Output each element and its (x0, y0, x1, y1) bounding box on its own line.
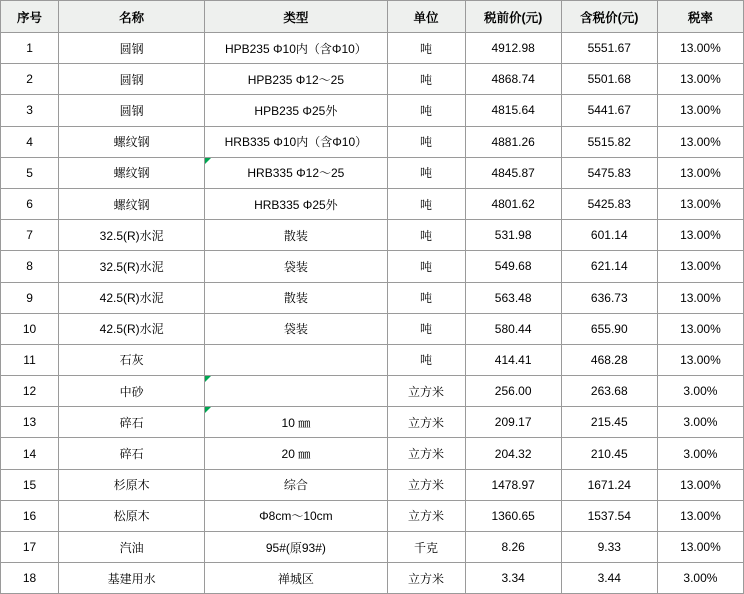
cell-taxincl: 9.33 (561, 532, 657, 563)
cell-pretax: 4845.87 (465, 157, 561, 188)
cell-type: 20 ㎜ (205, 438, 387, 469)
column-header-index: 序号 (1, 1, 59, 33)
cell-index: 15 (1, 469, 59, 500)
cell-taxincl: 601.14 (561, 220, 657, 251)
cell-taxincl: 5425.83 (561, 188, 657, 219)
table-row (1, 188, 744, 219)
cell-name: 32.5(R)水泥 (59, 220, 205, 251)
table-row (1, 376, 744, 407)
cell-type: 散装 (205, 282, 387, 313)
cell-unit: 吨 (387, 188, 465, 219)
cell-taxrate: 13.00% (657, 313, 743, 344)
cell-pretax: 549.68 (465, 251, 561, 282)
cell-pretax: 4912.98 (465, 33, 561, 64)
column-header-pretax: 税前价(元) (465, 1, 561, 33)
table-row (1, 563, 744, 594)
table-row (1, 313, 744, 344)
column-header-type: 类型 (205, 1, 387, 33)
cell-taxrate: 13.00% (657, 33, 743, 64)
cell-unit: 立方米 (387, 407, 465, 438)
table-header (1, 1, 744, 33)
cell-taxrate: 13.00% (657, 188, 743, 219)
table-header-row (1, 1, 744, 33)
cell-taxincl: 5501.68 (561, 64, 657, 95)
cell-taxincl: 655.90 (561, 313, 657, 344)
cell-name: 42.5(R)水泥 (59, 313, 205, 344)
table-row (1, 126, 744, 157)
table-row (1, 33, 744, 64)
cell-type: 袋装 (205, 251, 387, 282)
cell-index: 2 (1, 64, 59, 95)
cell-taxrate: 13.00% (657, 532, 743, 563)
cell-name: 螺纹钢 (59, 126, 205, 157)
table-row (1, 532, 744, 563)
cell-unit: 立方米 (387, 469, 465, 500)
cell-type: HRB335 Φ25外 (205, 188, 387, 219)
column-header-taxrate: 税率 (657, 1, 743, 33)
cell-taxincl: 263.68 (561, 376, 657, 407)
cell-pretax: 531.98 (465, 220, 561, 251)
cell-taxrate: 13.00% (657, 500, 743, 531)
cell-taxincl: 3.44 (561, 563, 657, 594)
cell-unit: 吨 (387, 33, 465, 64)
cell-pretax: 580.44 (465, 313, 561, 344)
cell-type: 禅城区 (205, 563, 387, 594)
cell-name: 松原木 (59, 500, 205, 531)
cell-pretax: 1478.97 (465, 469, 561, 500)
cell-name: 圆钢 (59, 64, 205, 95)
table-row (1, 251, 744, 282)
cell-type: HPB235 Φ12～25 (205, 64, 387, 95)
cell-type (205, 344, 387, 375)
table-row (1, 220, 744, 251)
cell-index: 14 (1, 438, 59, 469)
cell-index: 8 (1, 251, 59, 282)
table-row (1, 157, 744, 188)
cell-type: 综合 (205, 469, 387, 500)
cell-taxrate: 13.00% (657, 251, 743, 282)
column-header-taxincl: 含税价(元) (561, 1, 657, 33)
cell-unit: 吨 (387, 251, 465, 282)
table-row (1, 64, 744, 95)
cell-taxrate: 13.00% (657, 64, 743, 95)
table-row (1, 95, 744, 126)
cell-unit: 吨 (387, 344, 465, 375)
cell-name: 石灰 (59, 344, 205, 375)
cell-unit: 立方米 (387, 563, 465, 594)
cell-index: 11 (1, 344, 59, 375)
cell-name: 螺纹钢 (59, 188, 205, 219)
cell-name: 圆钢 (59, 33, 205, 64)
cell-pretax: 414.41 (465, 344, 561, 375)
table-row (1, 407, 744, 438)
cell-type: Φ8cm～10cm (205, 500, 387, 531)
cell-pretax: 204.32 (465, 438, 561, 469)
cell-taxrate: 13.00% (657, 126, 743, 157)
cell-pretax: 4801.62 (465, 188, 561, 219)
cell-pretax: 1360.65 (465, 500, 561, 531)
column-header-unit: 单位 (387, 1, 465, 33)
cell-name: 32.5(R)水泥 (59, 251, 205, 282)
cell-taxincl: 621.14 (561, 251, 657, 282)
cell-unit: 吨 (387, 282, 465, 313)
cell-name: 碎石 (59, 407, 205, 438)
cell-pretax: 4868.74 (465, 64, 561, 95)
cell-index: 13 (1, 407, 59, 438)
cell-index: 16 (1, 500, 59, 531)
cell-taxrate: 3.00% (657, 563, 743, 594)
cell-index: 5 (1, 157, 59, 188)
cell-type: HRB335 Φ12～25 (205, 157, 387, 188)
cell-pretax: 209.17 (465, 407, 561, 438)
cell-type: 袋装 (205, 313, 387, 344)
cell-index: 6 (1, 188, 59, 219)
cell-name: 42.5(R)水泥 (59, 282, 205, 313)
cell-index: 9 (1, 282, 59, 313)
cell-name: 螺纹钢 (59, 157, 205, 188)
cell-pretax: 3.34 (465, 563, 561, 594)
cell-unit: 吨 (387, 126, 465, 157)
cell-name: 中砂 (59, 376, 205, 407)
cell-pretax: 4815.64 (465, 95, 561, 126)
table-row (1, 500, 744, 531)
cell-unit: 吨 (387, 157, 465, 188)
cell-type (205, 376, 387, 407)
cell-taxrate: 3.00% (657, 438, 743, 469)
cell-type: HRB335 Φ10内（含Φ10） (205, 126, 387, 157)
cell-taxrate: 13.00% (657, 469, 743, 500)
cell-taxrate: 13.00% (657, 282, 743, 313)
table-row (1, 438, 744, 469)
cell-index: 12 (1, 376, 59, 407)
cell-name: 汽油 (59, 532, 205, 563)
cell-type: 散装 (205, 220, 387, 251)
cell-index: 18 (1, 563, 59, 594)
cell-taxrate: 13.00% (657, 95, 743, 126)
cell-taxincl: 5515.82 (561, 126, 657, 157)
cell-taxincl: 5551.67 (561, 33, 657, 64)
cell-unit: 吨 (387, 220, 465, 251)
table-row (1, 469, 744, 500)
cell-unit: 立方米 (387, 438, 465, 469)
cell-pretax: 563.48 (465, 282, 561, 313)
cell-pretax: 256.00 (465, 376, 561, 407)
cell-unit: 吨 (387, 95, 465, 126)
cell-taxrate: 3.00% (657, 376, 743, 407)
cell-taxincl: 468.28 (561, 344, 657, 375)
cell-unit: 吨 (387, 64, 465, 95)
cell-unit: 千克 (387, 532, 465, 563)
cell-type: 95#(原93#) (205, 532, 387, 563)
cell-taxrate: 3.00% (657, 407, 743, 438)
table-row (1, 282, 744, 313)
cell-index: 1 (1, 33, 59, 64)
cell-name: 杉原木 (59, 469, 205, 500)
cell-taxincl: 636.73 (561, 282, 657, 313)
table-row (1, 344, 744, 375)
column-header-name: 名称 (59, 1, 205, 33)
cell-type: HPB235 Φ10内（含Φ10） (205, 33, 387, 64)
cell-index: 3 (1, 95, 59, 126)
cell-taxincl: 5475.83 (561, 157, 657, 188)
cell-taxincl: 1671.24 (561, 469, 657, 500)
cell-unit: 吨 (387, 313, 465, 344)
cell-unit: 立方米 (387, 500, 465, 531)
cell-taxincl: 210.45 (561, 438, 657, 469)
cell-index: 17 (1, 532, 59, 563)
cell-index: 4 (1, 126, 59, 157)
cell-name: 圆钢 (59, 95, 205, 126)
cell-index: 7 (1, 220, 59, 251)
cell-unit: 立方米 (387, 376, 465, 407)
cell-type: 10 ㎜ (205, 407, 387, 438)
cell-name: 基建用水 (59, 563, 205, 594)
cell-taxrate: 13.00% (657, 344, 743, 375)
cell-taxrate: 13.00% (657, 220, 743, 251)
cell-index: 10 (1, 313, 59, 344)
cell-name: 碎石 (59, 438, 205, 469)
cell-taxrate: 13.00% (657, 157, 743, 188)
cell-taxincl: 215.45 (561, 407, 657, 438)
table-body (1, 33, 744, 594)
cell-type: HPB235 Φ25外 (205, 95, 387, 126)
cell-taxincl: 5441.67 (561, 95, 657, 126)
cell-pretax: 8.26 (465, 532, 561, 563)
cell-taxincl: 1537.54 (561, 500, 657, 531)
cell-pretax: 4881.26 (465, 126, 561, 157)
